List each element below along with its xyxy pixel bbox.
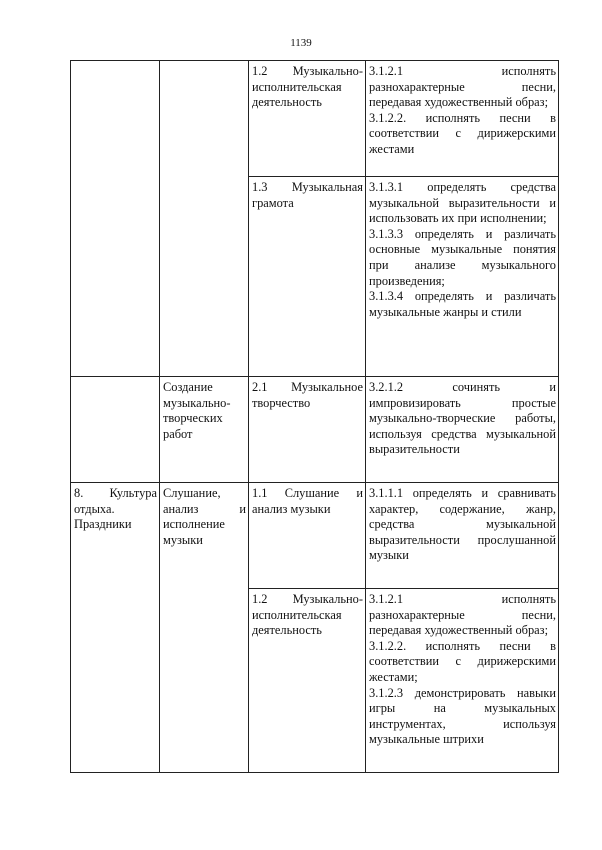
objectives-cell [366,377,559,483]
objective-text: 3.1.3.4 определять и различать музыкальные жанры и стили [369,289,556,319]
subsection-cell: Создание музыкально-творческих работ [160,377,249,483]
objective-text: 3.1.2.2. исполнять песни в соответствии с дирижерскими жестами; [369,638,556,684]
topic-cell: 1.3 Музыкальная грамота [249,177,366,377]
topic-cell: 1.2 Музыкально-исполнительская деятельность [249,61,366,177]
objective-text: 3.1.3.1 определять средства музыкальной выразительности и использовать их при исполнении; [369,180,556,226]
topic-cell: 1.1 Слушание и анализ музыки [249,483,366,589]
objective-text: 3.1.2.1 исполнять разнохарактерные песни, передавая художественный образ; [369,64,556,110]
section-cell [71,61,160,377]
subsection-cell [160,61,249,377]
objectives-cell [366,177,559,377]
objectives-cell [366,589,559,773]
objective-text: 3.1.1.1 определять и сравнивать характер, содержание, жанр, средства музыкальной выразительности прослушанной музыки [369,486,556,563]
section-cell: 8. Культура отдыха. Праздники [71,483,160,773]
objective-text: 3.1.3.3 определять и различать основные музыкальные понятия при анализе музыкального произведения; [369,226,556,288]
objectives-cell [366,483,559,589]
objectives-cell [366,61,559,177]
objective-text: 3.2.1.2 сочинять и импровизировать простые музыкально-творческие работы, используя средства музыкальной выразительности [369,380,556,457]
topic-cell: 2.1 Музыкальное творчество [249,377,366,483]
table-row [71,483,559,589]
objective-text: 3.1.2.2. исполнять песни в соответствии с дирижерскими жестами [369,110,556,156]
table-row [71,61,559,177]
objective-text: 3.1.2.1 исполнять разнохарактерные песни, передавая художественный образ; [369,592,556,638]
topic-cell: 1.2 Музыкально-исполнительская деятельность [249,589,366,773]
page-number: 1139 [290,37,312,49]
curriculum-table [70,60,559,773]
section-cell [71,377,160,483]
subsection-cell: Слушание, анализ и исполнение музыки [160,483,249,773]
objective-text: 3.1.2.3 демонстрировать навыки игры на музыкальных инструментах, используя музыкальные штрихи [369,685,556,747]
table-row [71,377,559,483]
